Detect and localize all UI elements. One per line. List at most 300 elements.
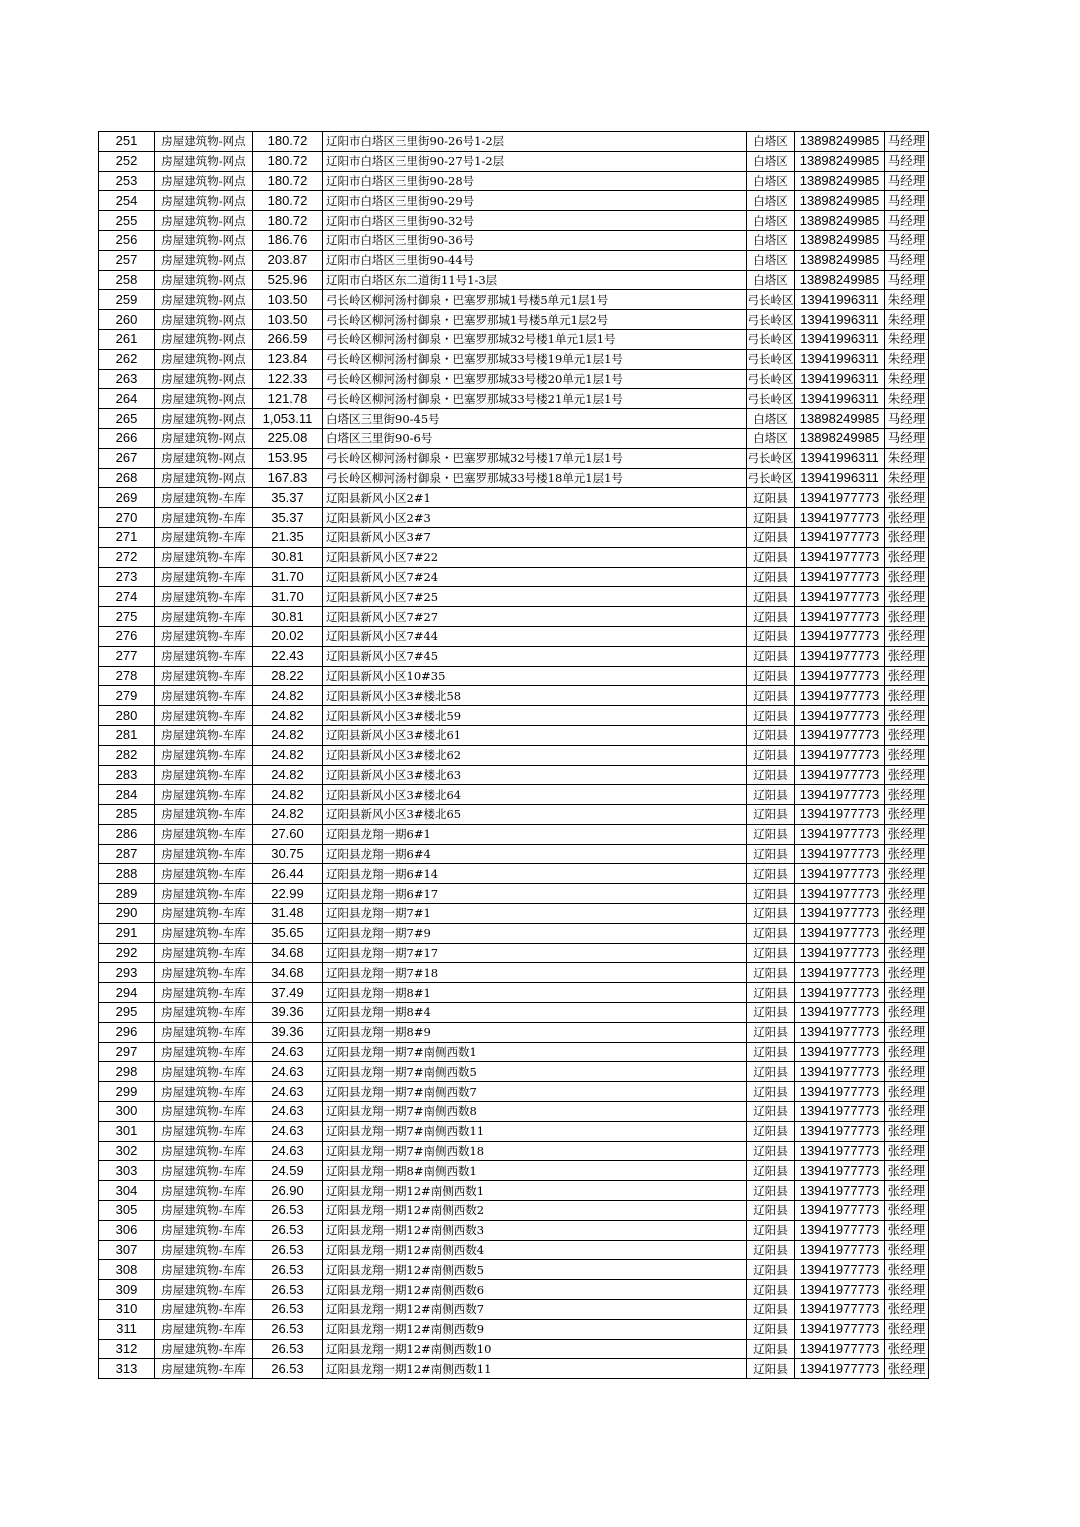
address-cell: 辽阳县新风小区7#25 [323, 587, 747, 607]
area-cell: 22.43 [253, 646, 323, 666]
address-cell: 辽阳县新风小区10#35 [323, 666, 747, 686]
district-cell: 辽阳县 [747, 805, 795, 825]
table-row [99, 191, 929, 211]
area-cell: 24.82 [253, 725, 323, 745]
address-cell: 白塔区三里街90-45号 [323, 409, 747, 429]
contact-cell: 朱经理 [885, 468, 929, 488]
property-listing-table [98, 131, 929, 1379]
property-type-cell: 房屋建筑物-车库 [155, 1141, 253, 1161]
row-number-cell: 278 [99, 666, 155, 686]
row-number-cell: 276 [99, 626, 155, 646]
contact-cell: 张经理 [885, 1121, 929, 1141]
address-cell: 辽阳县龙翔一期8#南侧西数1 [323, 1161, 747, 1181]
area-cell: 39.36 [253, 1003, 323, 1023]
address-cell: 辽阳县新风小区3#楼北64 [323, 785, 747, 805]
contact-cell: 张经理 [885, 785, 929, 805]
address-cell: 弓长岭区柳河汤村御泉・巴塞罗那城33号楼21单元1层1号 [323, 389, 747, 409]
contact-cell: 朱经理 [885, 389, 929, 409]
row-number-cell: 264 [99, 389, 155, 409]
address-cell: 辽阳县新风小区3#楼北61 [323, 725, 747, 745]
area-cell: 24.82 [253, 805, 323, 825]
table-row [99, 587, 929, 607]
contact-cell: 张经理 [885, 646, 929, 666]
phone-cell: 13941977773 [795, 1022, 885, 1042]
property-type-cell: 房屋建筑物-网点 [155, 171, 253, 191]
district-cell: 辽阳县 [747, 864, 795, 884]
district-cell: 辽阳县 [747, 1161, 795, 1181]
area-cell: 24.63 [253, 1121, 323, 1141]
area-cell: 225.08 [253, 428, 323, 448]
address-cell: 辽阳市白塔区三里街90-29号 [323, 191, 747, 211]
property-type-cell: 房屋建筑物-车库 [155, 725, 253, 745]
address-cell: 辽阳市白塔区三里街90-32号 [323, 211, 747, 231]
row-number-cell: 274 [99, 587, 155, 607]
row-number-cell: 251 [99, 132, 155, 152]
address-cell: 辽阳县新风小区7#24 [323, 567, 747, 587]
district-cell: 辽阳县 [747, 607, 795, 627]
table-row [99, 943, 929, 963]
address-cell: 辽阳县新风小区3#楼北65 [323, 805, 747, 825]
phone-cell: 13941996311 [795, 290, 885, 310]
property-type-cell: 房屋建筑物-车库 [155, 1181, 253, 1201]
phone-cell: 13941977773 [795, 1082, 885, 1102]
phone-cell: 13941977773 [795, 666, 885, 686]
phone-cell: 13941977773 [795, 1201, 885, 1221]
district-cell: 辽阳县 [747, 884, 795, 904]
table-row [99, 686, 929, 706]
area-cell: 26.53 [253, 1359, 323, 1379]
table-row [99, 805, 929, 825]
area-cell: 39.36 [253, 1022, 323, 1042]
property-type-cell: 房屋建筑物-车库 [155, 1240, 253, 1260]
property-type-cell: 房屋建筑物-车库 [155, 785, 253, 805]
table-row [99, 1141, 929, 1161]
contact-cell: 张经理 [885, 527, 929, 547]
row-number-cell: 257 [99, 250, 155, 270]
contact-cell: 张经理 [885, 1181, 929, 1201]
table-row [99, 1220, 929, 1240]
table-row [99, 963, 929, 983]
district-cell: 辽阳县 [747, 785, 795, 805]
district-cell: 辽阳县 [747, 1220, 795, 1240]
table-row [99, 527, 929, 547]
property-type-cell: 房屋建筑物-网点 [155, 448, 253, 468]
area-cell: 180.72 [253, 151, 323, 171]
district-cell: 辽阳县 [747, 943, 795, 963]
phone-cell: 13941977773 [795, 864, 885, 884]
address-cell: 辽阳市白塔区三里街90-36号 [323, 230, 747, 250]
address-cell: 弓长岭区柳河汤村御泉・巴塞罗那城33号楼20单元1层1号 [323, 369, 747, 389]
table-row [99, 646, 929, 666]
phone-cell: 13941977773 [795, 943, 885, 963]
property-type-cell: 房屋建筑物-车库 [155, 864, 253, 884]
contact-cell: 马经理 [885, 151, 929, 171]
district-cell: 辽阳县 [747, 1062, 795, 1082]
property-type-cell: 房屋建筑物-网点 [155, 270, 253, 290]
row-number-cell: 275 [99, 607, 155, 627]
table-row [99, 369, 929, 389]
phone-cell: 13941977773 [795, 824, 885, 844]
contact-cell: 张经理 [885, 943, 929, 963]
row-number-cell: 293 [99, 963, 155, 983]
property-type-cell: 房屋建筑物-网点 [155, 409, 253, 429]
contact-cell: 张经理 [885, 1003, 929, 1023]
area-cell: 203.87 [253, 250, 323, 270]
address-cell: 辽阳县新风小区2#3 [323, 508, 747, 528]
district-cell: 辽阳县 [747, 1022, 795, 1042]
area-cell: 186.76 [253, 230, 323, 250]
table-row [99, 765, 929, 785]
area-cell: 37.49 [253, 983, 323, 1003]
row-number-cell: 273 [99, 567, 155, 587]
contact-cell: 马经理 [885, 230, 929, 250]
address-cell: 辽阳县新风小区2#1 [323, 488, 747, 508]
table-row [99, 1022, 929, 1042]
table-row [99, 607, 929, 627]
table-row [99, 389, 929, 409]
address-cell: 辽阳县龙翔一期7#南侧西数7 [323, 1082, 747, 1102]
district-cell: 白塔区 [747, 151, 795, 171]
area-cell: 24.63 [253, 1102, 323, 1122]
contact-cell: 张经理 [885, 666, 929, 686]
contact-cell: 张经理 [885, 1161, 929, 1181]
contact-cell: 张经理 [885, 904, 929, 924]
address-cell: 辽阳县新风小区7#22 [323, 547, 747, 567]
address-cell: 辽阳县龙翔一期6#4 [323, 844, 747, 864]
area-cell: 180.72 [253, 191, 323, 211]
property-type-cell: 房屋建筑物-车库 [155, 686, 253, 706]
table-row [99, 1102, 929, 1122]
row-number-cell: 284 [99, 785, 155, 805]
contact-cell: 马经理 [885, 171, 929, 191]
table-row [99, 864, 929, 884]
row-number-cell: 292 [99, 943, 155, 963]
address-cell: 辽阳县龙翔一期7#南侧西数5 [323, 1062, 747, 1082]
district-cell: 辽阳县 [747, 508, 795, 528]
area-cell: 24.63 [253, 1062, 323, 1082]
area-cell: 122.33 [253, 369, 323, 389]
property-type-cell: 房屋建筑物-车库 [155, 587, 253, 607]
table-row [99, 250, 929, 270]
phone-cell: 13941977773 [795, 785, 885, 805]
contact-cell: 张经理 [885, 1339, 929, 1359]
table-row [99, 428, 929, 448]
address-cell: 辽阳市白塔区三里街90-27号1-2层 [323, 151, 747, 171]
address-cell: 辽阳县龙翔一期12#南侧西数5 [323, 1260, 747, 1280]
district-cell: 辽阳县 [747, 904, 795, 924]
contact-cell: 张经理 [885, 884, 929, 904]
area-cell: 24.82 [253, 765, 323, 785]
contact-cell: 马经理 [885, 211, 929, 231]
phone-cell: 13941977773 [795, 884, 885, 904]
phone-cell: 13941977773 [795, 983, 885, 1003]
phone-cell: 13941996311 [795, 389, 885, 409]
row-number-cell: 254 [99, 191, 155, 211]
table-row [99, 1082, 929, 1102]
row-number-cell: 259 [99, 290, 155, 310]
phone-cell: 13941996311 [795, 349, 885, 369]
contact-cell: 张经理 [885, 824, 929, 844]
district-cell: 辽阳县 [747, 686, 795, 706]
property-type-cell: 房屋建筑物-网点 [155, 290, 253, 310]
district-cell: 辽阳县 [747, 547, 795, 567]
property-type-cell: 房屋建筑物-车库 [155, 1300, 253, 1320]
phone-cell: 13941996311 [795, 310, 885, 330]
table-row [99, 211, 929, 231]
phone-cell: 13898249985 [795, 250, 885, 270]
phone-cell: 13941977773 [795, 607, 885, 627]
address-cell: 辽阳县新风小区3#楼北63 [323, 765, 747, 785]
address-cell: 辽阳县龙翔一期7#南侧西数11 [323, 1121, 747, 1141]
address-cell: 辽阳县新风小区3#7 [323, 527, 747, 547]
district-cell: 辽阳县 [747, 1260, 795, 1280]
address-cell: 辽阳县新风小区7#44 [323, 626, 747, 646]
contact-cell: 朱经理 [885, 329, 929, 349]
table-row [99, 923, 929, 943]
area-cell: 103.50 [253, 310, 323, 330]
table-row [99, 725, 929, 745]
phone-cell: 13941977773 [795, 765, 885, 785]
phone-cell: 13941977773 [795, 923, 885, 943]
row-number-cell: 287 [99, 844, 155, 864]
area-cell: 26.53 [253, 1260, 323, 1280]
property-type-cell: 房屋建筑物-车库 [155, 923, 253, 943]
row-number-cell: 286 [99, 824, 155, 844]
phone-cell: 13898249985 [795, 132, 885, 152]
contact-cell: 张经理 [885, 1359, 929, 1379]
phone-cell: 13941977773 [795, 1339, 885, 1359]
address-cell: 辽阳县新风小区3#楼北59 [323, 706, 747, 726]
address-cell: 弓长岭区柳河汤村御泉・巴塞罗那城32号楼1单元1层1号 [323, 329, 747, 349]
contact-cell: 张经理 [885, 1062, 929, 1082]
address-cell: 辽阳县龙翔一期12#南侧西数1 [323, 1181, 747, 1201]
property-type-cell: 房屋建筑物-网点 [155, 250, 253, 270]
phone-cell: 13941977773 [795, 646, 885, 666]
address-cell: 辽阳县龙翔一期12#南侧西数10 [323, 1339, 747, 1359]
property-type-cell: 房屋建筑物-网点 [155, 468, 253, 488]
area-cell: 180.72 [253, 132, 323, 152]
property-type-cell: 房屋建筑物-车库 [155, 1003, 253, 1023]
district-cell: 辽阳县 [747, 666, 795, 686]
table-row [99, 349, 929, 369]
phone-cell: 13941996311 [795, 329, 885, 349]
area-cell: 167.83 [253, 468, 323, 488]
contact-cell: 马经理 [885, 409, 929, 429]
contact-cell: 张经理 [885, 488, 929, 508]
table-body [99, 132, 929, 1379]
row-number-cell: 253 [99, 171, 155, 191]
property-type-cell: 房屋建筑物-车库 [155, 1280, 253, 1300]
row-number-cell: 283 [99, 765, 155, 785]
phone-cell: 13941977773 [795, 706, 885, 726]
address-cell: 弓长岭区柳河汤村御泉・巴塞罗那城1号楼5单元1层1号 [323, 290, 747, 310]
row-number-cell: 261 [99, 329, 155, 349]
property-type-cell: 房屋建筑物-车库 [155, 1220, 253, 1240]
row-number-cell: 304 [99, 1181, 155, 1201]
address-cell: 辽阳县龙翔一期6#1 [323, 824, 747, 844]
property-type-cell: 房屋建筑物-车库 [155, 963, 253, 983]
phone-cell: 13941977773 [795, 1062, 885, 1082]
area-cell: 30.75 [253, 844, 323, 864]
district-cell: 辽阳县 [747, 567, 795, 587]
row-number-cell: 288 [99, 864, 155, 884]
address-cell: 辽阳县龙翔一期7#17 [323, 943, 747, 963]
table-row [99, 666, 929, 686]
row-number-cell: 280 [99, 706, 155, 726]
phone-cell: 13941977773 [795, 1260, 885, 1280]
phone-cell: 13941977773 [795, 1319, 885, 1339]
address-cell: 辽阳县龙翔一期8#1 [323, 983, 747, 1003]
phone-cell: 13941977773 [795, 745, 885, 765]
table-row [99, 1240, 929, 1260]
property-type-cell: 房屋建筑物-网点 [155, 349, 253, 369]
table-row [99, 1300, 929, 1320]
row-number-cell: 262 [99, 349, 155, 369]
district-cell: 辽阳县 [747, 1121, 795, 1141]
area-cell: 26.53 [253, 1319, 323, 1339]
table-row [99, 151, 929, 171]
phone-cell: 13941977773 [795, 1161, 885, 1181]
property-type-cell: 房屋建筑物-车库 [155, 904, 253, 924]
property-type-cell: 房屋建筑物-车库 [155, 1102, 253, 1122]
district-cell: 辽阳县 [747, 1082, 795, 1102]
phone-cell: 13941977773 [795, 626, 885, 646]
row-number-cell: 272 [99, 547, 155, 567]
area-cell: 35.37 [253, 488, 323, 508]
phone-cell: 13941977773 [795, 1359, 885, 1379]
phone-cell: 13898249985 [795, 409, 885, 429]
property-type-cell: 房屋建筑物-网点 [155, 230, 253, 250]
phone-cell: 13941977773 [795, 844, 885, 864]
district-cell: 辽阳县 [747, 527, 795, 547]
district-cell: 辽阳县 [747, 844, 795, 864]
area-cell: 21.35 [253, 527, 323, 547]
district-cell: 白塔区 [747, 409, 795, 429]
property-type-cell: 房屋建筑物-车库 [155, 1082, 253, 1102]
table-row [99, 745, 929, 765]
phone-cell: 13941977773 [795, 1102, 885, 1122]
property-type-cell: 房屋建筑物-网点 [155, 329, 253, 349]
contact-cell: 张经理 [885, 508, 929, 528]
area-cell: 26.53 [253, 1339, 323, 1359]
row-number-cell: 302 [99, 1141, 155, 1161]
contact-cell: 张经理 [885, 1280, 929, 1300]
address-cell: 辽阳县龙翔一期7#9 [323, 923, 747, 943]
property-type-cell: 房屋建筑物-车库 [155, 983, 253, 1003]
phone-cell: 13941996311 [795, 369, 885, 389]
phone-cell: 13898249985 [795, 171, 885, 191]
contact-cell: 马经理 [885, 428, 929, 448]
property-type-cell: 房屋建筑物-车库 [155, 1359, 253, 1379]
address-cell: 白塔区三里街90-6号 [323, 428, 747, 448]
row-number-cell: 297 [99, 1042, 155, 1062]
area-cell: 180.72 [253, 211, 323, 231]
table-row [99, 1359, 929, 1379]
property-type-cell: 房屋建筑物-车库 [155, 1339, 253, 1359]
row-number-cell: 289 [99, 884, 155, 904]
address-cell: 弓长岭区柳河汤村御泉・巴塞罗那城33号楼19单元1层1号 [323, 349, 747, 369]
property-type-cell: 房屋建筑物-网点 [155, 369, 253, 389]
row-number-cell: 255 [99, 211, 155, 231]
district-cell: 白塔区 [747, 211, 795, 231]
property-type-cell: 房屋建筑物-车库 [155, 547, 253, 567]
row-number-cell: 311 [99, 1319, 155, 1339]
phone-cell: 13941977773 [795, 1280, 885, 1300]
row-number-cell: 298 [99, 1062, 155, 1082]
property-type-cell: 房屋建筑物-车库 [155, 508, 253, 528]
row-number-cell: 290 [99, 904, 155, 924]
row-number-cell: 269 [99, 488, 155, 508]
contact-cell: 张经理 [885, 864, 929, 884]
area-cell: 30.81 [253, 607, 323, 627]
address-cell: 辽阳县龙翔一期12#南侧西数4 [323, 1240, 747, 1260]
table-row [99, 310, 929, 330]
row-number-cell: 303 [99, 1161, 155, 1181]
property-type-cell: 房屋建筑物-车库 [155, 706, 253, 726]
row-number-cell: 270 [99, 508, 155, 528]
row-number-cell: 296 [99, 1022, 155, 1042]
row-number-cell: 307 [99, 1240, 155, 1260]
contact-cell: 张经理 [885, 547, 929, 567]
area-cell: 20.02 [253, 626, 323, 646]
property-type-cell: 房屋建筑物-车库 [155, 805, 253, 825]
area-cell: 180.72 [253, 171, 323, 191]
area-cell: 26.90 [253, 1181, 323, 1201]
address-cell: 辽阳县龙翔一期12#南侧西数6 [323, 1280, 747, 1300]
district-cell: 辽阳县 [747, 824, 795, 844]
property-type-cell: 房屋建筑物-网点 [155, 132, 253, 152]
contact-cell: 张经理 [885, 1319, 929, 1339]
area-cell: 24.82 [253, 785, 323, 805]
area-cell: 266.59 [253, 329, 323, 349]
contact-cell: 张经理 [885, 765, 929, 785]
district-cell: 弓长岭区 [747, 349, 795, 369]
property-type-cell: 房屋建筑物-车库 [155, 1260, 253, 1280]
district-cell: 白塔区 [747, 230, 795, 250]
contact-cell: 张经理 [885, 567, 929, 587]
row-number-cell: 267 [99, 448, 155, 468]
contact-cell: 张经理 [885, 706, 929, 726]
row-number-cell: 279 [99, 686, 155, 706]
district-cell: 弓长岭区 [747, 369, 795, 389]
row-number-cell: 310 [99, 1300, 155, 1320]
table-row [99, 1319, 929, 1339]
area-cell: 26.44 [253, 864, 323, 884]
address-cell: 弓长岭区柳河汤村御泉・巴塞罗那城32号楼17单元1层1号 [323, 448, 747, 468]
property-type-cell: 房屋建筑物-网点 [155, 191, 253, 211]
contact-cell: 张经理 [885, 844, 929, 864]
area-cell: 24.63 [253, 1141, 323, 1161]
contact-cell: 张经理 [885, 607, 929, 627]
phone-cell: 13941977773 [795, 527, 885, 547]
district-cell: 白塔区 [747, 270, 795, 290]
contact-cell: 张经理 [885, 1220, 929, 1240]
district-cell: 辽阳县 [747, 1201, 795, 1221]
area-cell: 123.84 [253, 349, 323, 369]
area-cell: 26.53 [253, 1300, 323, 1320]
address-cell: 辽阳市白塔区三里街90-26号1-2层 [323, 132, 747, 152]
contact-cell: 张经理 [885, 1240, 929, 1260]
property-type-cell: 房屋建筑物-车库 [155, 1319, 253, 1339]
row-number-cell: 305 [99, 1201, 155, 1221]
contact-cell: 张经理 [885, 725, 929, 745]
table-row [99, 1339, 929, 1359]
address-cell: 弓长岭区柳河汤村御泉・巴塞罗那城33号楼18单元1层1号 [323, 468, 747, 488]
district-cell: 辽阳县 [747, 1300, 795, 1320]
table-row [99, 329, 929, 349]
contact-cell: 张经理 [885, 587, 929, 607]
district-cell: 白塔区 [747, 428, 795, 448]
